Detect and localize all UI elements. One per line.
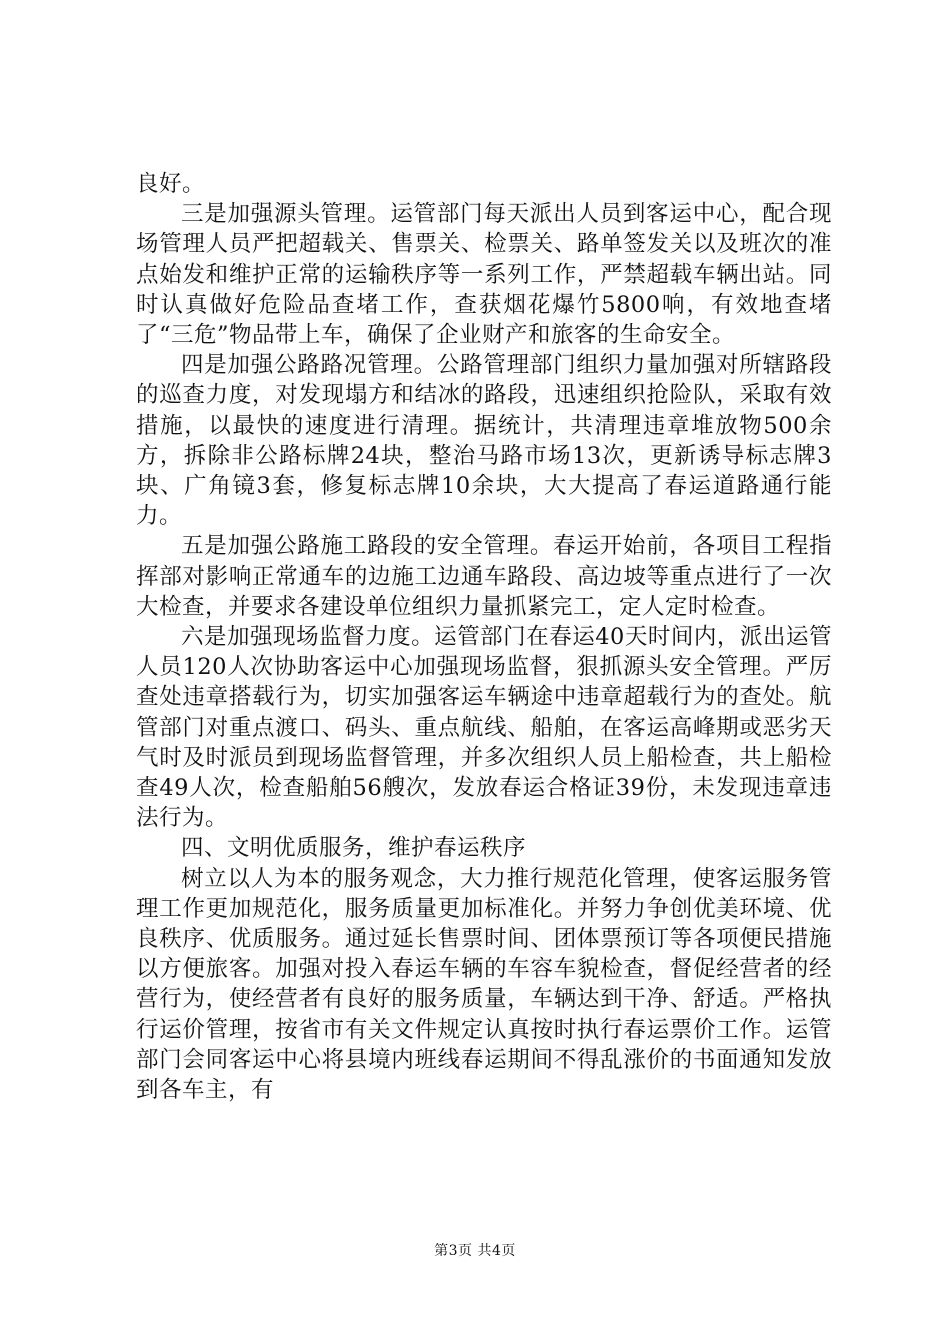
page-footer: 第3页 共4页	[434, 1243, 516, 1259]
document-body	[136, 169, 832, 1105]
paragraph-road-condition-management: 四是加强公路路况管理。公路管理部门组织力量加强对所辖路段的巡查力度，对发现塌方和结冰的路段，迅速组织抢险队，采取有效措施，以最快的速度进行清理。据统计，共清理违章堆放物500余方，拆除非公路标牌24块，整治马路市场13次，更新诱导标志牌3块、广角镜3套，修复标志牌10余块，大大提高了春运道路通行能力。	[136, 352, 832, 530]
paragraph-continuation: 良好。	[136, 171, 206, 197]
paragraph-service-concept: 树立以人为本的服务观念，大力推行规范化管理，使客运服务管理工作更加规范化，服务质量更加标准化。并努力争创优美环境、优良秩序、优质服务。通过延长售票时间、团体票预订等各项便民措施以方便旅客。加强对投入春运车辆的车容车貌检查，督促经营者的经营行为，使经营者有良好的服务质量，车辆达到干净、舒适。严格执行运价管理，按省市有关文件规定认真按时执行春运票价工作。运管部门会同客运中心将县境内班线春运期间不得乱涨价的书面通知发放到各车主，有	[136, 865, 832, 1104]
section-heading-civilized-service: 四、文明优质服务，维护春运秩序	[181, 835, 527, 862]
paragraph-construction-safety: 五是加强公路施工路段的安全管理。春运开始前，各项目工程指挥部对影响正常通车的边施工边通车路段、高边坡等重点进行了一次大检查，并要求各建设单位组织力量抓紧完工，定人定时检查。	[136, 533, 832, 620]
paragraph-onsite-supervision: 六是加强现场监督力度。运管部门在春运40天时间内，派出运管人员120人次协助客运中心加强现场监督，狠抓源头安全管理。严厉查处违章搭载行为，切实加强客运车辆途中违章超载行为的查处。航管部门对重点渡口、码头、重点航线、船舶，在客运高峰期或恶劣天气时及时派员到现场监督管理，并多次组织人员上船检查，共上船检查49人次，检查船舶56艘次，发放春运合格证39份，未发现违章违法行为。	[136, 624, 832, 832]
paragraph-source-management: 三是加强源头管理。运管部门每天派出人员到客运中心，配合现场管理人员严把超载关、售票关、检票关、路单签发关以及班次的准点始发和维护正常的运输秩序等一系列工作，严禁超载车辆出站。同时认真做好危险品查堵工作，查获烟花爆竹5800响，有效地查堵了“三危”物品带上车，确保了企业财产和旅客的生命安全。	[136, 201, 832, 349]
